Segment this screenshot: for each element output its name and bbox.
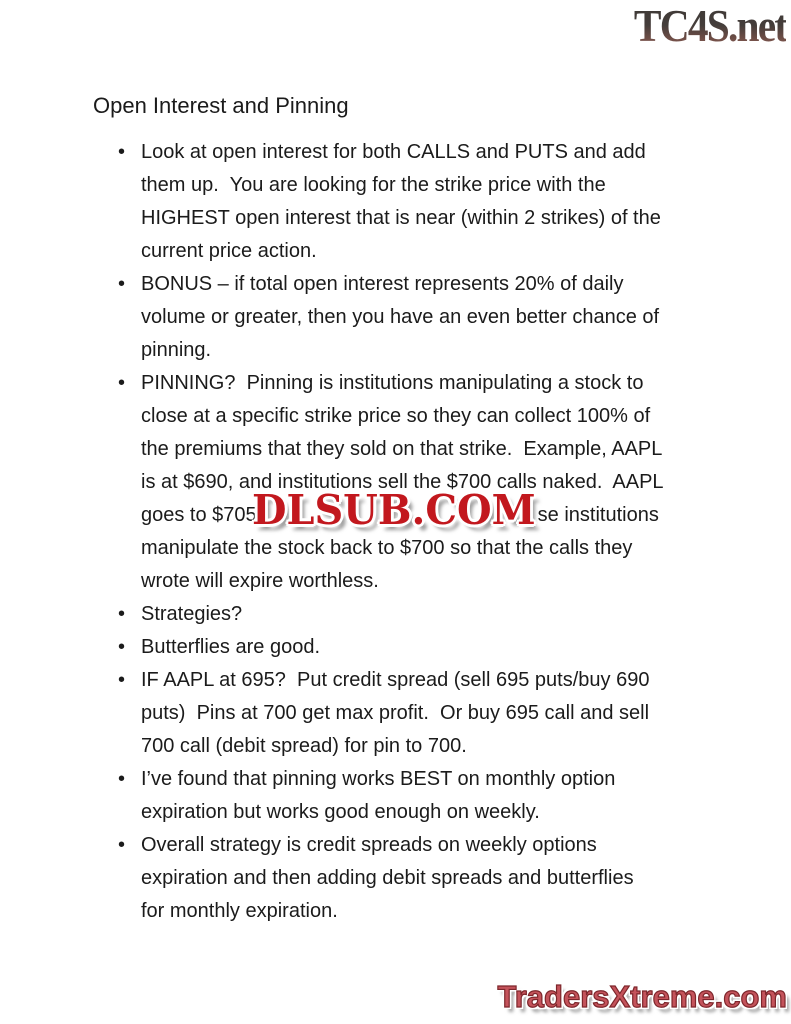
text-line: the premiums that they sold on that strike. Example, AAPL xyxy=(141,438,663,460)
text-line: manipulate the stock back to $700 so that the calls they xyxy=(141,537,633,559)
bullet-item xyxy=(118,136,664,268)
text-line: • Overall strategy is credit spreads on weekly options xyxy=(141,834,597,856)
text-line: volume or greater, then you have an even better chance of xyxy=(141,306,660,328)
page-title: Open Interest and Pinning xyxy=(93,93,349,118)
text-line: • IF AAPL at 695? Put credit spread (sell 695 puts/buy 690 xyxy=(141,669,650,691)
text-after-watermark: se institutions xyxy=(537,504,659,526)
text-line: • Strategies? xyxy=(141,603,243,625)
bullet-item xyxy=(118,598,664,631)
bullet-item xyxy=(118,829,664,928)
bullet-item xyxy=(118,367,664,598)
text-line: is at $690, and institutions sell the $700 calls naked. AAPL xyxy=(141,471,664,493)
bullet-item xyxy=(118,268,664,367)
text-line: 700 call (debit spread) for pin to 700. xyxy=(141,735,467,757)
text-line: close at a specific strike price so they can collect 100% of xyxy=(141,405,651,427)
text-line: • I’ve found that pinning works BEST on monthly option xyxy=(141,768,616,790)
tradersxtreme-logo: TradersXtreme.com xyxy=(497,979,787,1014)
text-line: HIGHEST open interest that is near (within 2 strikes) of the xyxy=(141,207,661,229)
text-line: current price action. xyxy=(141,240,317,262)
text-line: for monthly expiration. xyxy=(141,900,338,922)
text-line: wrote will expire worthless. xyxy=(141,570,379,592)
text-line: puts) Pins at 700 get max profit. Or buy 695 call and sell xyxy=(141,702,650,724)
text-line: pinning. xyxy=(141,339,212,361)
text-line: • Look at open interest for both CALLS and PUTS and add xyxy=(141,141,646,163)
text-line: • PINNING? Pinning is institutions manipulating a stock to xyxy=(141,372,644,394)
text-line: them up. You are looking for the strike price with the xyxy=(141,174,606,196)
text-before-watermark: goes to $705 xyxy=(141,504,257,526)
text-line: • BONUS – if total open interest represents 20% of daily xyxy=(141,273,624,295)
text-line: expiration but works good enough on weekly. xyxy=(141,801,540,823)
bullet-item xyxy=(118,763,664,829)
bullet-item xyxy=(118,664,664,763)
text-line: • Butterflies are good. xyxy=(141,636,320,658)
text-line: expiration and then adding debit spreads and butterflies xyxy=(141,867,634,889)
dlsub-watermark: DLSUB.COM xyxy=(252,486,536,534)
tc4s-logo: TC4S.net xyxy=(633,0,786,51)
bullet-item xyxy=(118,631,664,664)
